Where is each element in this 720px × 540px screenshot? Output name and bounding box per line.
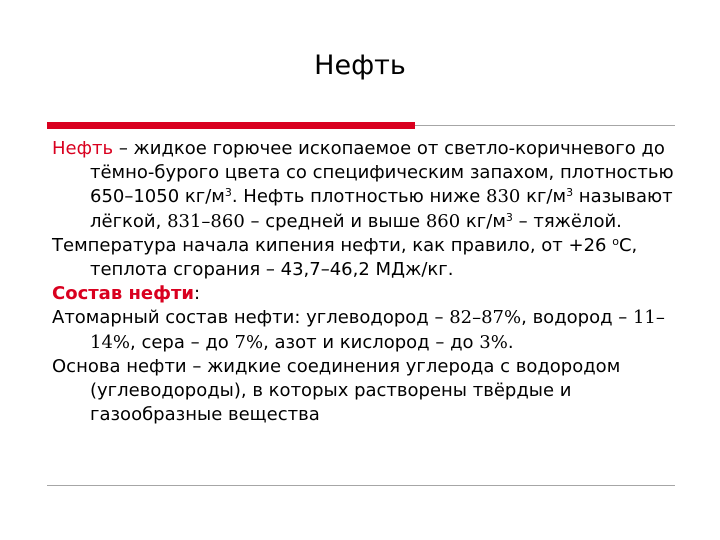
title-underline (47, 120, 675, 129)
bottom-rule (47, 485, 675, 486)
title-underline-accent (47, 122, 415, 129)
title-underline-rule (415, 125, 675, 126)
paragraph-basis: Основа нефти – жидкие соединения углерода с водородом (углеводороды), в которых растворены твёрдые и газообразные вещества (52, 355, 621, 426)
slide-body (52, 137, 682, 427)
paragraph-atomic-composition: Атомарный состав нефти: углеводород – 82–87%, водород – 11–14%, сера – до 7%, азот и кислород – до 3%. (52, 307, 665, 353)
term-oil: Нефть (52, 138, 114, 159)
paragraph-definition: Нефть – жидкое горючее ископаемое от светло-коричневого до тёмно-бурого цвета со специфическим запахом, плотностью 650–1050 $кг/м^3$. Нефть плотностью ниже 830 $кг/м^3$ называют лёгкой, 831–860 – средней и выше 860 $кг/м^3$ – тяжёлой. (52, 138, 674, 232)
paragraph-boiling-point: Температура начала кипения нефти, как правило, от +26 $^о$С, теплота сгорания – 43,7–46,2 МДж/кг. (52, 234, 638, 281)
paragraph-composition-heading: Состав нефти: (52, 283, 201, 305)
term-composition: Состав нефти (52, 283, 195, 305)
slide-title: Нефть (314, 50, 406, 81)
